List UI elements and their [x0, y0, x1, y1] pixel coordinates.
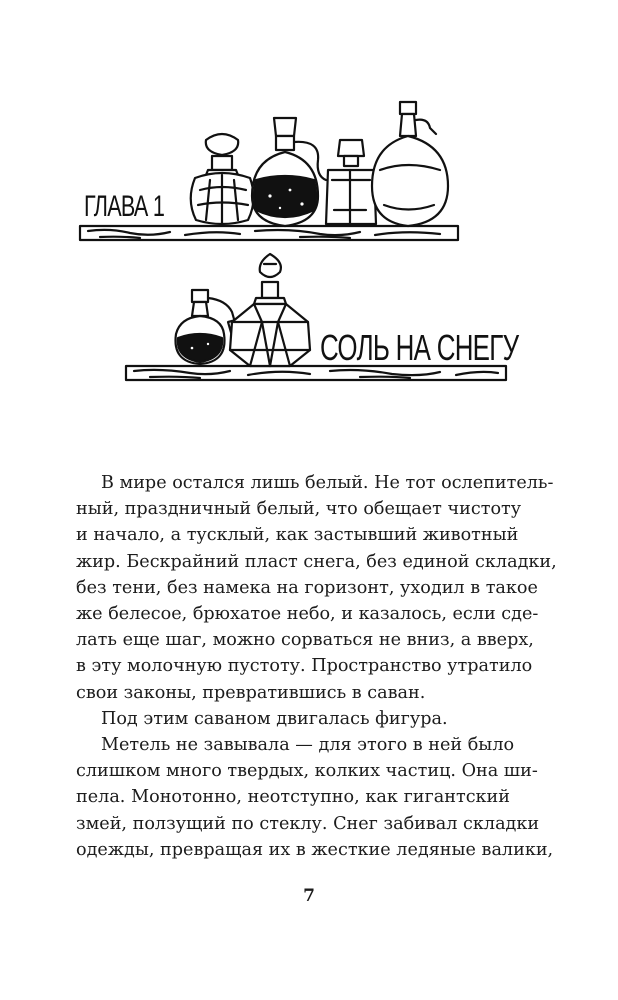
- text-line: одежды, превращая их в жесткие ледяные валики,: [76, 839, 554, 860]
- paragraph: [76, 470, 557, 706]
- text-line: лать еще шаг, можно сорваться не вниз, а вверх,: [76, 630, 534, 651]
- bottle-faceted-small: [191, 134, 254, 224]
- upper-shelf: [80, 226, 458, 240]
- chapter-label: ГЛАВА 1: [84, 190, 165, 223]
- text-line: в эту молочную пустоту. Пространство утратило: [76, 656, 533, 677]
- bottle-ornate: [230, 254, 310, 366]
- paragraph: [76, 706, 510, 732]
- text-line: же белесое, брюхатое небо, и казалось, если сде-: [76, 604, 539, 625]
- text-line: и начало, а тусклый, как застывший животный: [76, 525, 519, 546]
- text-line: пела. Монотонно, неотступно, как гигантский: [76, 787, 510, 808]
- text-line: без тени, без намека на горизонт, уходил в такое: [76, 577, 538, 598]
- page-number: 7: [303, 886, 315, 906]
- text-line: ный, праздничный белый, что обещает чистоту: [76, 499, 522, 520]
- text-line: змей, ползущий по стеклу. Снег забивал складки: [76, 813, 540, 834]
- text-line: слишком много твердых, колких частиц. Она ши-: [76, 761, 538, 782]
- bottle-decanter: [326, 140, 376, 224]
- text-line: свои законы, превратившись в саван.: [76, 682, 426, 703]
- bottle-dark-flask: [252, 118, 326, 226]
- bottle-large-round: [372, 102, 448, 226]
- chapter-illustration: [0, 0, 618, 400]
- text-line: В мире остался лишь белый. Не тот ослепитель-: [101, 473, 554, 493]
- text-line: Метель не завывала — для этого в ней было: [101, 735, 515, 756]
- text-line: Под этим саваном двигалась фигура.: [101, 708, 448, 729]
- paragraph: [76, 732, 554, 863]
- chapter-title: СОЛЬ НА СНЕГУ: [320, 327, 519, 368]
- text-line: жир. Бескрайний пласт снега, без единой складки,: [76, 551, 557, 572]
- chapter-body-text: [76, 470, 557, 863]
